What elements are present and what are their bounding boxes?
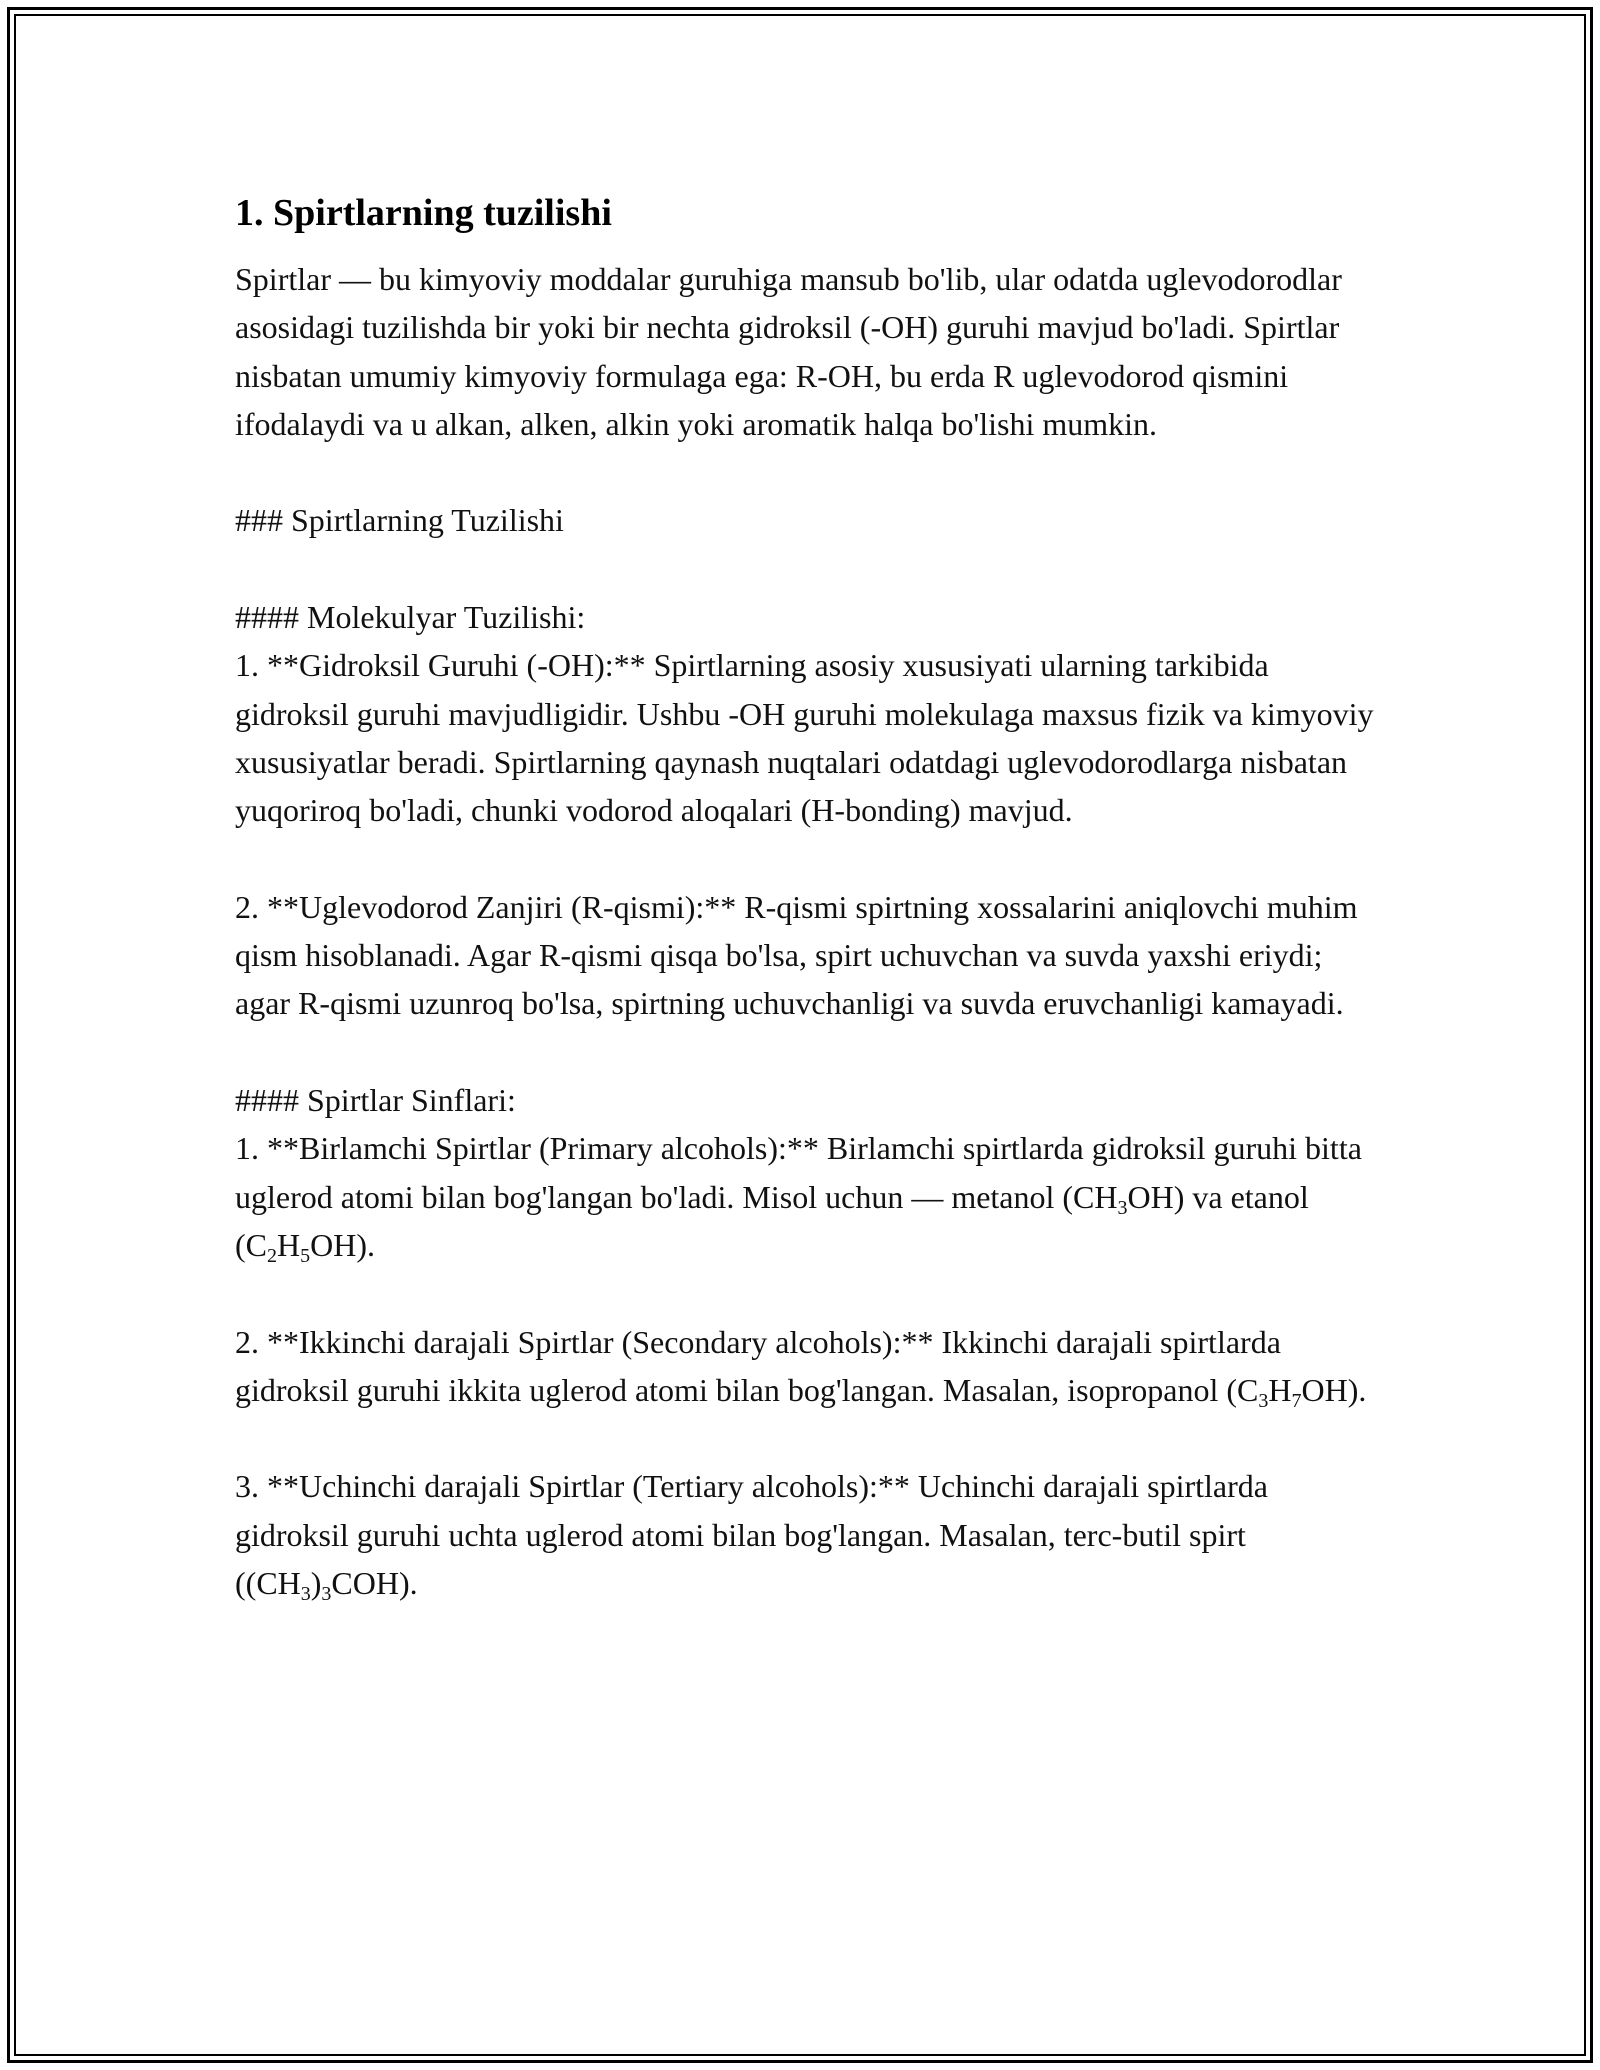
tertiary-text-2: ) bbox=[310, 1565, 322, 1602]
spacer bbox=[235, 1269, 1385, 1317]
list-item-tertiary-alcohols bbox=[235, 1462, 1385, 1607]
spacer bbox=[235, 1414, 1385, 1462]
tertiary-text: 3. **Uchinchi darajali Spirtlar (Tertiary alcohols):** Uchinchi darajali spirtlarda gidroksil guruhi uchta uglerod atomi bilan bog'langan. Masalan, terc-butil spirt ((CH bbox=[235, 1468, 1268, 1602]
intro-paragraph: Spirtlar — bu kimyoviy moddalar guruhiga mansub bo'lib, ular odatda uglevodorodlar asosidagi tuzilishda bir yoki bir nechta gidroksil (-OH) guruhi mavjud bo'ladi. Spirtlar nisbatan umumiy kimyoviy formulaga ega: R-OH, bu erda R uglevodorod qismini ifodalaydi va u alkan, alken, alkin yoki aromatik halqa bo'lishi mumkin. bbox=[235, 261, 1342, 442]
formula-subscript: 5 bbox=[300, 1244, 311, 1267]
primary-text-4: OH). bbox=[310, 1226, 375, 1263]
secondary-text: 2. **Ikkinchi darajali Spirtlar (Secondary alcohols):** Ikkinchi darajali spirtlarda gidroksil guruhi ikkita uglerod atomi bilan bog'langan. Masalan, isopropanol (C bbox=[235, 1323, 1281, 1408]
spacer bbox=[235, 835, 1385, 883]
secondary-text-2: H bbox=[1268, 1371, 1292, 1408]
secondary-text-3: OH). bbox=[1301, 1371, 1367, 1408]
formula-subscript: 3 bbox=[1117, 1196, 1128, 1219]
list-item-hydrocarbon-chain: 2. **Uglevodorod Zanjiri (R-qismi):** R-qismi spirtning xossalarini aniqlovchi muhim qism hisoblanadi. Agar R-qismi qisqa bo'lsa, spirt uchuvchan va suvda yaxshi eriydi; agar R-qismi uzunroq bo'lsa, spirtning uchuvchanligi va suvda eruvchanligi kamayadi. bbox=[235, 888, 1358, 1022]
subsection-heading-classes: #### Spirtlar Sinflari: bbox=[235, 1082, 516, 1119]
list-item-hydroxyl: 1. **Gidroksil Guruhi (-OH):** Spirtlarning asosiy xususiyati ularning tarkibida gidroksil guruhi mavjudligidir. Ushbu -OH guruhi molekulaga maxsus fizik va kimyoviy xususiyatlar beradi. Spirtlarning qaynash nuqtalari odatdagi uglevodorodlarga nisbatan yuqoriroq bo'ladi, chunki vodorod aloqalari (H-bonding) mavjud. bbox=[235, 647, 1374, 829]
spacer bbox=[235, 545, 1385, 593]
list-item-secondary-alcohols bbox=[235, 1318, 1385, 1415]
section-heading: ### Spirtlarning Tuzilishi bbox=[235, 502, 564, 539]
formula-subscript: 2 bbox=[267, 1244, 277, 1267]
primary-text-2: OH) va etanol (C bbox=[235, 1178, 1309, 1263]
tertiary-text-3: COH). bbox=[331, 1565, 418, 1602]
formula-subscript: 3 bbox=[300, 1583, 311, 1606]
spacer bbox=[235, 448, 1385, 496]
primary-text: 1. **Birlamchi Spirtlar (Primary alcohols):** Birlamchi spirtlarda gidroksil guruhi bitta uglerod atomi bilan bog'langan bo'ladi. Misol uchun — metanol (CH bbox=[235, 1130, 1362, 1215]
formula-subscript: 3 bbox=[321, 1583, 332, 1606]
formula-subscript: 3 bbox=[1258, 1389, 1269, 1412]
subsection-heading-molecular: #### Molekulyar Tuzilishi: bbox=[235, 599, 586, 636]
document-title: 1. Spirtlarning tuzilishi bbox=[235, 192, 612, 234]
document-body bbox=[235, 185, 1385, 1607]
spacer bbox=[235, 1028, 1385, 1076]
list-item-primary-alcohols bbox=[235, 1124, 1385, 1269]
formula-subscript: 7 bbox=[1291, 1389, 1302, 1412]
primary-text-3: H bbox=[277, 1226, 301, 1263]
